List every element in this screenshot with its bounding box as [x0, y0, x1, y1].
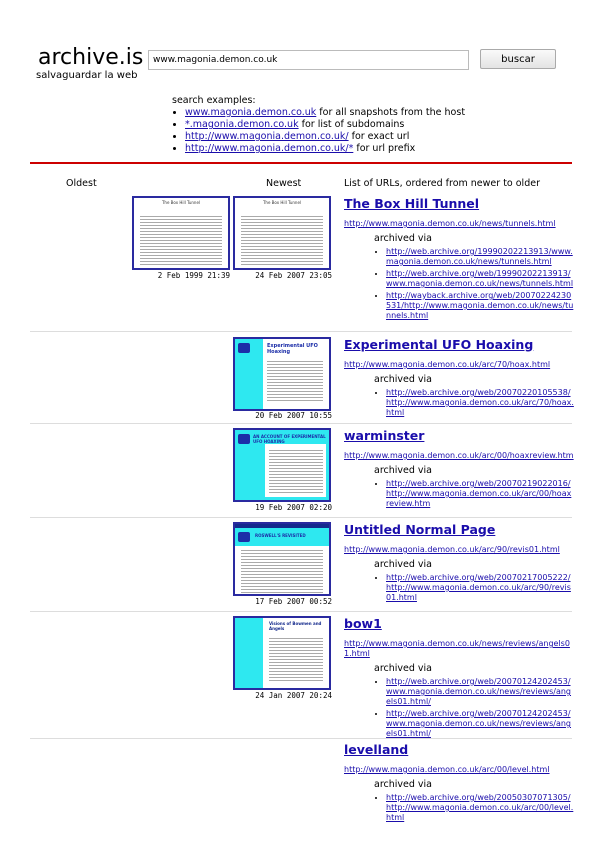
site-tagline: salvaguardar la web — [36, 70, 138, 81]
result-entry — [344, 337, 574, 418]
example-item — [185, 119, 465, 131]
newest-snapshot-date: 20 Feb 2007 10:55 — [255, 411, 332, 420]
site-logo[interactable]: archive.is — [38, 45, 144, 70]
example-item — [185, 143, 465, 155]
search-examples-heading: search examples: — [172, 95, 256, 106]
result-title-link[interactable]: bow1 — [344, 616, 382, 631]
newest-snapshot-date: 24 Jan 2007 20:24 — [255, 691, 332, 700]
archived-via-label: archived via — [374, 663, 433, 674]
row-divider — [30, 331, 572, 332]
archived-via-label: archived via — [374, 233, 433, 244]
example-desc: for list of subdomains — [298, 119, 405, 130]
source-link[interactable]: http://web.archive.org/web/20070220105538/http://www.magonia.demon.co.uk/arc/70/hoax.html — [386, 388, 574, 417]
result-entry — [344, 742, 574, 823]
archived-via-label: archived via — [374, 559, 433, 570]
newest-snapshot-thumbnail[interactable] — [233, 337, 331, 411]
oldest-snapshot-thumbnail[interactable] — [132, 196, 230, 270]
example-desc: for url prefix — [353, 143, 416, 154]
thumb-page-heading: ROSWELL'S REVISITED — [255, 533, 306, 538]
result-entry — [344, 196, 574, 321]
search-input[interactable] — [148, 50, 469, 70]
result-title-link[interactable]: warminster — [344, 428, 425, 443]
result-url-link[interactable]: http://www.magonia.demon.co.uk/arc/00/level.html — [344, 765, 550, 774]
result-url-link[interactable]: http://www.magonia.demon.co.uk/news/reviews/angels01.html — [344, 639, 570, 658]
example-link-host[interactable]: www.magonia.demon.co.uk — [185, 107, 317, 118]
result-title-link[interactable]: Experimental UFO Hoaxing — [344, 337, 534, 352]
archived-via-label: archived via — [374, 465, 433, 476]
source-link[interactable]: http://web.archive.org/19990202213913/www.magonia.demon.co.uk/news/tunnels.html — [386, 247, 573, 266]
source-item — [386, 269, 574, 289]
newest-snapshot-date: 19 Feb 2007 02:20 — [255, 503, 332, 512]
source-link[interactable]: http://web.archive.org/web/20050307071305/http://www.magonia.demon.co.uk/arc/00/level.html — [386, 793, 574, 822]
source-link[interactable]: http://web.archive.org/web/20070124202453/www.magonia.demon.co.uk/news/reviews/angels01.html/ — [386, 677, 572, 706]
newest-snapshot-thumbnail[interactable] — [233, 196, 331, 270]
source-link[interactable]: http://web.archive.org/web/20070217005222/http://www.magonia.demon.co.uk/arc/90/revis01.html — [386, 573, 571, 602]
example-desc: for exact url — [348, 131, 410, 142]
result-entry — [344, 616, 574, 739]
result-url-link[interactable]: http://www.magonia.demon.co.uk/arc/70/hoax.html — [344, 360, 551, 369]
row-divider — [30, 517, 572, 518]
source-item — [386, 388, 574, 418]
column-header-newest: Newest — [266, 178, 302, 189]
column-header-oldest: Oldest — [66, 178, 97, 189]
newest-snapshot-date: 24 Feb 2007 23:05 — [255, 271, 332, 280]
newest-snapshot-thumbnail[interactable] — [233, 616, 331, 690]
column-header-list: List of URLs, ordered from newer to older — [344, 178, 540, 189]
source-link[interactable]: http://wayback.archive.org/web/20070224230531/http://www.magonia.demon.co.uk/news/tunnels.html — [386, 291, 574, 320]
result-url-link[interactable]: http://www.magonia.demon.co.uk/arc/90/revis01.html — [344, 545, 560, 554]
search-examples — [172, 95, 465, 155]
result-url-link[interactable]: http://www.magonia.demon.co.uk/arc/00/hoaxreview.htm — [344, 451, 574, 460]
result-title-link[interactable]: levelland — [344, 742, 409, 757]
thumb-page-heading: AN ACCOUNT OF EXPERIMENTAL UFO HOAXING — [253, 434, 326, 444]
result-entry — [344, 428, 574, 509]
thumb-page-heading: Visions of Bowmen and Angels — [269, 621, 322, 631]
result-title-link[interactable]: The Box Hill Tunnel — [344, 196, 480, 211]
example-desc: for all snapshots from the host — [316, 107, 466, 118]
source-item — [386, 677, 574, 707]
archived-via-label: archived via — [374, 779, 433, 790]
row-divider — [30, 738, 572, 739]
result-url-link[interactable]: http://www.magonia.demon.co.uk/news/tunnels.html — [344, 219, 556, 228]
source-item — [386, 709, 574, 739]
header-divider — [30, 162, 572, 164]
example-item — [185, 131, 465, 143]
newest-snapshot-thumbnail[interactable] — [233, 522, 331, 596]
archived-via-label: archived via — [374, 374, 433, 385]
row-divider — [30, 423, 572, 424]
newest-snapshot-date: 17 Feb 2007 00:52 — [255, 597, 332, 606]
row-divider — [30, 611, 572, 612]
result-title-link[interactable]: Untitled Normal Page — [344, 522, 496, 537]
example-link-subdomains[interactable]: *.magonia.demon.co.uk — [185, 119, 299, 130]
source-item — [386, 291, 574, 321]
example-item — [185, 107, 465, 119]
source-link[interactable]: http://web.archive.org/web/19990202213913/www.magonia.demon.co.uk/news/tunnels.html — [386, 269, 574, 288]
thumb-page-heading: The Box Hill Tunnel — [262, 200, 302, 205]
result-entry — [344, 522, 574, 603]
thumb-page-heading: Experimental UFO Hoaxing — [267, 343, 318, 355]
source-item — [386, 247, 574, 267]
thumb-page-heading: The Box Hill Tunnel — [161, 200, 201, 205]
source-item — [386, 479, 574, 509]
source-item — [386, 573, 574, 603]
oldest-snapshot-date: 2 Feb 1999 21:39 — [157, 271, 230, 280]
search-button[interactable]: buscar — [480, 49, 556, 69]
source-item — [386, 793, 574, 823]
newest-snapshot-thumbnail[interactable] — [233, 428, 331, 502]
source-link[interactable]: http://web.archive.org/web/20070219022016/http://www.magonia.demon.co.uk/arc/00/hoaxreview.htm — [386, 479, 572, 508]
example-link-exact[interactable]: http://www.magonia.demon.co.uk/ — [185, 131, 349, 142]
example-link-prefix[interactable]: http://www.magonia.demon.co.uk/* — [185, 143, 354, 154]
source-link[interactable]: http://web.archive.org/web/20070124202453/www.magonia.demon.co.uk/news/reviews/angels01.html/ — [386, 709, 572, 738]
